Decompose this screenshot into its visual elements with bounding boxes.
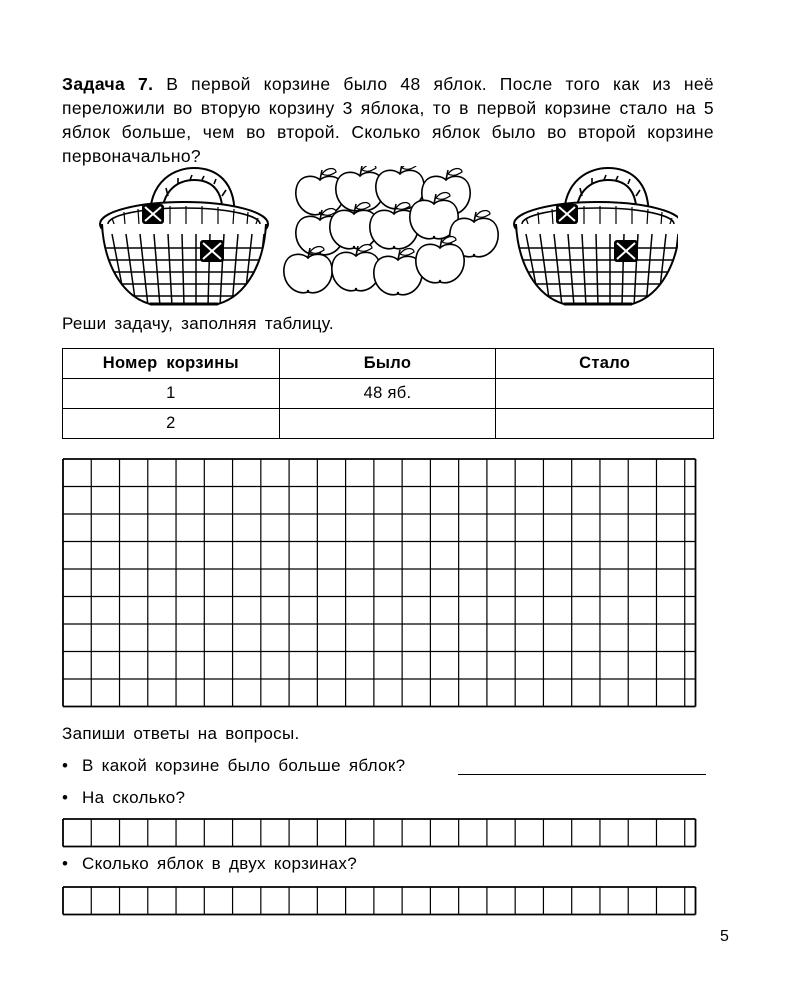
cell-became-1[interactable] — [496, 379, 714, 409]
problem-text: В первой корзине было 48 яблок. После того как из неё переложили во вторую корзину 3 яблока, то в первой корзине стало на 5 яблок больше, чем во второй. Сколько яблок было во второй корзине первоначально? — [62, 74, 714, 166]
cell-basket-2: 2 — [63, 409, 280, 439]
apples-pile-icon — [284, 166, 498, 295]
page-number: 5 — [720, 928, 729, 945]
answer-line[interactable] — [458, 774, 706, 775]
answer-cells-2[interactable] — [62, 818, 716, 848]
cell-became-2[interactable] — [496, 409, 714, 439]
table-header-row — [63, 349, 714, 379]
question-3 — [62, 854, 357, 874]
illustration — [98, 166, 678, 306]
header-became: Стало — [496, 349, 714, 379]
question-2 — [62, 788, 185, 808]
header-basket-number: Номер корзины — [63, 349, 280, 379]
solution-table — [62, 348, 714, 439]
answer-cells-3[interactable] — [62, 886, 716, 916]
left-basket-icon — [98, 174, 270, 306]
problem-statement — [62, 72, 714, 168]
bullet: • — [62, 854, 69, 873]
table-row — [63, 409, 714, 439]
cell-basket-1: 1 — [63, 379, 280, 409]
table-row — [63, 379, 714, 409]
questions-title: Запиши ответы на вопросы. — [62, 724, 300, 743]
question-1 — [62, 756, 405, 776]
right-basket-icon — [512, 174, 678, 306]
cell-was-1: 48 яб. — [279, 379, 496, 409]
bullet: • — [62, 756, 69, 775]
question-2-text: На сколько? — [82, 788, 186, 807]
header-was: Было — [279, 349, 496, 379]
cell-was-2[interactable] — [279, 409, 496, 439]
bullet: • — [62, 788, 69, 807]
question-3-text: Сколько яблок в двух корзинах? — [82, 854, 357, 873]
solution-grid[interactable] — [62, 458, 716, 708]
question-1-text: В какой корзине было больше яблок? — [82, 756, 406, 775]
problem-label: Задача 7. — [62, 74, 154, 94]
instruction: Реши задачу, заполняя таблицу. — [62, 314, 334, 333]
